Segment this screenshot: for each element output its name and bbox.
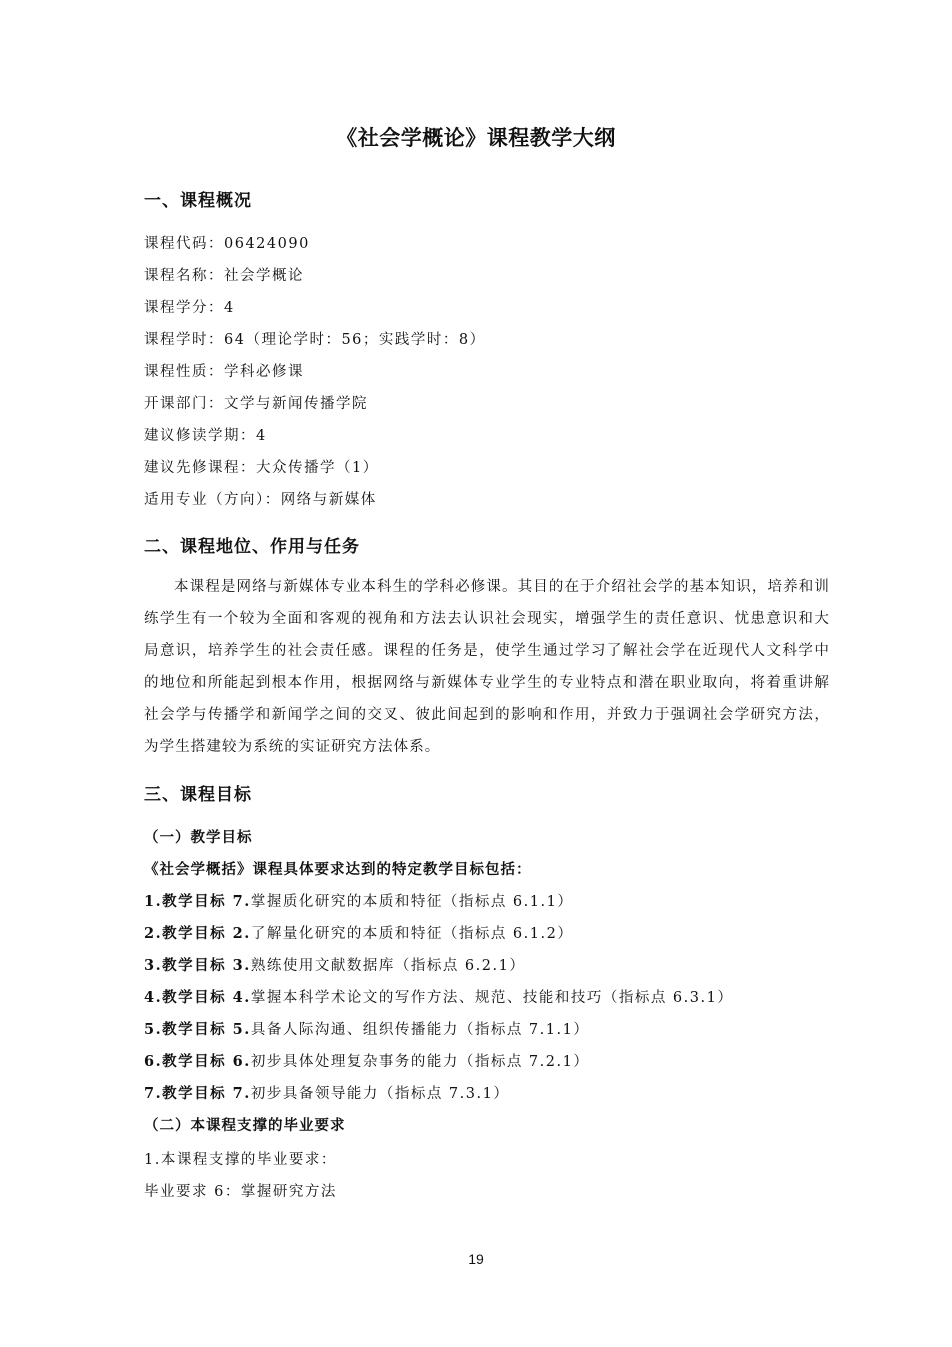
goal-item: 3.教学目标 3.熟练使用文献数据库（指标点 6.2.1） [144, 957, 526, 974]
info-major: 适用专业（方向）：网络与新媒体 [144, 492, 377, 508]
info-hours: 课程学时：64（理论学时：56；实践学时：8） [144, 332, 486, 348]
subsection-heading-graduation-requirements: （二）本课程支撑的毕业要求 [144, 1117, 346, 1134]
goal-item: 6.教学目标 6.初步具体处理复杂事务的能力（指标点 7.2.1） [144, 1053, 590, 1070]
goal-item: 2.教学目标 2.了解量化研究的本质和特征（指标点 6.1.2） [144, 925, 574, 942]
section-role-paragraph: 本课程是网络与新媒体专业本科生的学科必修课。其目的在于介绍社会学的基本知识，培养和训练学生有一个较为全面和客观的视角和方法去认识社会现实，增强学生的责任意识、忧患意识和大局意识，培养学生的社会责任感。课程的任务是，使学生通过学习了解社会学在近现代人文科学中的地位和所能起到根本作用，根据网络与新媒体专业学生的专业特点和潜在职业取向，将着重讲解社会学与传播学和新闻学之间的交叉、彼此间起到的影响和作用，并致力于强调社会学研究方法，为学生搭建较为系统的实证研究方法体系。 [144, 579, 830, 755]
graduation-requirement-line: 1.本课程支撑的毕业要求： [144, 1152, 337, 1168]
goals-intro: 《社会学概括》课程具体要求达到的特定教学目标包括： [144, 861, 532, 878]
goal-item: 7.教学目标 7.初步具备领导能力（指标点 7.3.1） [144, 1085, 510, 1102]
info-semester: 建议修读学期：4 [144, 428, 267, 444]
info-course-code: 课程代码：06424090 [144, 236, 310, 252]
goal-item: 5.教学目标 5.具备人际沟通、组织传播能力（指标点 7.1.1） [144, 1021, 590, 1038]
section-heading-overview: 一、课程概况 [144, 191, 252, 211]
info-nature: 课程性质：学科必修课 [144, 364, 304, 380]
goal-item: 1.教学目标 7.掌握质化研究的本质和特征（指标点 6.1.1） [144, 893, 574, 910]
section-heading-role: 二、课程地位、作用与任务 [144, 537, 360, 557]
goal-item: 4.教学目标 4.掌握本科学术论文的写作方法、规范、技能和技巧（指标点 6.3.1） [144, 989, 734, 1006]
section-heading-goals: 三、课程目标 [144, 785, 252, 805]
graduation-requirement-line: 毕业要求 6：掌握研究方法 [144, 1184, 337, 1200]
info-prerequisite: 建议先修课程：大众传播学（1） [144, 460, 379, 476]
info-department: 开课部门：文学与新闻传播学院 [144, 396, 368, 412]
document-title: 《社会学概论》课程教学大纲 [336, 126, 616, 150]
info-course-name: 课程名称：社会学概论 [144, 268, 304, 284]
subsection-heading-teaching-goals: （一）教学目标 [144, 829, 253, 846]
info-credits: 课程学分：4 [144, 300, 235, 316]
page-number: 19 [468, 1251, 484, 1267]
